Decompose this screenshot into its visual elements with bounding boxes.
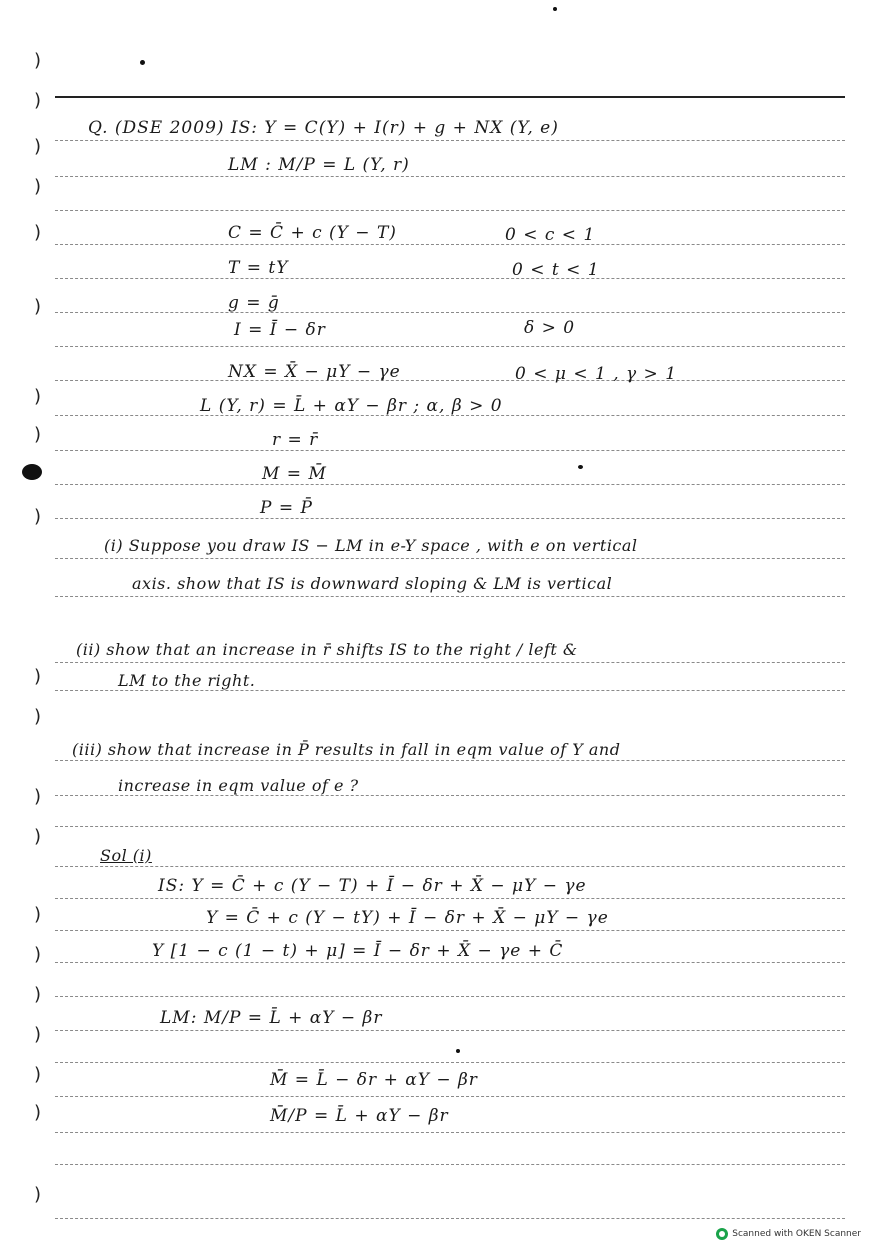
is-equation-step2: Y = C̄ + c (Y − tY) + Ī − δr + X̄ − μY − γe — [206, 908, 609, 928]
solution-heading: Sol (i) — [100, 846, 152, 865]
rule-line — [55, 826, 845, 827]
top-rule — [55, 96, 845, 98]
rule-line — [55, 996, 845, 997]
lm-equation-step3: M̄/P = L̄ + αY − βr — [270, 1106, 449, 1126]
interest-rate-equation: r = r̄ — [272, 430, 319, 450]
govt-equation: g = ḡ — [228, 293, 280, 313]
margin-mark: ) — [34, 506, 42, 527]
investment-equation: I = Ī − δr — [234, 320, 326, 340]
margin-mark: ) — [34, 1064, 42, 1085]
rule-line — [55, 760, 845, 761]
tax-equation: T = tY — [228, 258, 289, 278]
rule-line — [55, 558, 845, 559]
rule-line — [55, 244, 845, 245]
investment-condition: δ > 0 — [524, 318, 576, 338]
margin-mark: ) — [34, 136, 42, 157]
rule-line — [55, 1096, 845, 1097]
consumption-condition: 0 < c < 1 — [505, 225, 596, 245]
scanner-watermark — [716, 1228, 861, 1240]
question-iii-line1: (iii) show that increase in P̄ results in fall in eqm value of Y and — [72, 740, 621, 759]
rule-line — [55, 484, 845, 485]
rule-line — [55, 518, 845, 519]
margin-mark: ) — [34, 706, 42, 727]
rule-line — [55, 1164, 845, 1165]
margin-mark: ) — [34, 666, 42, 687]
tax-condition: 0 < t < 1 — [512, 260, 600, 280]
stray-dot — [140, 60, 145, 65]
rule-line — [55, 795, 845, 796]
margin-mark: ) — [34, 176, 42, 197]
rule-line — [55, 140, 845, 141]
money-supply-equation: M = M̄ — [262, 464, 327, 484]
question-ii-line2: LM to the right. — [118, 671, 256, 690]
margin-mark: ) — [34, 1024, 42, 1045]
rule-line — [55, 346, 845, 347]
rule-line — [55, 312, 845, 313]
margin-mark: ) — [34, 944, 42, 965]
lm-equation-step1: LM: M/P = L̄ + αY − βr — [160, 1008, 383, 1028]
margin-mark: ) — [34, 296, 42, 317]
rule-line — [55, 898, 845, 899]
oken-scanner-logo-icon — [716, 1228, 728, 1240]
margin-mark: ) — [34, 1184, 42, 1205]
question-i-line2: axis. show that IS is downward sloping & LM is vertical — [132, 574, 613, 593]
rule-line — [55, 962, 845, 963]
is-equation-step1: IS: Y = C̄ + c (Y − T) + Ī − δr + X̄ − μY − γe — [158, 876, 587, 896]
margin-mark: ) — [34, 786, 42, 807]
consumption-equation: C = C̄ + c (Y − T) — [228, 223, 397, 243]
rule-line — [55, 1132, 845, 1133]
margin-mark: ) — [34, 90, 42, 111]
net-exports-condition: 0 < μ < 1 , γ > 1 — [515, 364, 678, 384]
margin-mark: ) — [34, 826, 42, 847]
margin-mark: ) — [34, 424, 42, 445]
lm-equation-step2: M̄ = L̄ − δr + αY − βr — [270, 1070, 478, 1090]
rule-line — [55, 1030, 845, 1031]
net-exports-equation: NX = X̄ − μY − γe — [228, 362, 401, 382]
margin-mark: ) — [34, 1102, 42, 1123]
rule-line — [55, 866, 845, 867]
stray-dot — [578, 465, 583, 469]
rule-line — [55, 380, 845, 381]
question-ii-line1: (ii) show that an increase in r̄ shifts IS to the right / left & — [76, 640, 578, 659]
rule-line — [55, 210, 845, 211]
rule-line — [55, 690, 845, 691]
rule-line — [55, 596, 845, 597]
stray-dot — [553, 7, 557, 11]
is-equation-step3: Y [1 − c (1 − t) + μ] = Ī − δr + X̄ − γe + C̄ — [152, 941, 564, 961]
margin-mark: ) — [34, 984, 42, 1005]
binder-hole-mark — [22, 464, 42, 480]
question-i-line1: (i) Suppose you draw IS − LM in e-Y space , with e on vertical — [104, 536, 638, 555]
price-level-equation: P = P̄ — [260, 498, 313, 518]
lm-equation: LM : M/P = L (Y, r) — [228, 155, 410, 175]
rule-line — [55, 176, 845, 177]
rule-line — [55, 1062, 845, 1063]
scanner-watermark-text: Scanned with OKEN Scanner — [732, 1229, 861, 1239]
rule-line — [55, 1218, 845, 1219]
margin-mark: ) — [34, 386, 42, 407]
margin-mark: ) — [34, 904, 42, 925]
money-demand-equation: L (Y, r) = L̄ + αY − βr ; α, β > 0 — [200, 396, 503, 416]
stray-dot — [456, 1049, 460, 1053]
rule-line — [55, 450, 845, 451]
question-iii-line2: increase in eqm value of e ? — [118, 776, 359, 795]
rule-line — [55, 278, 845, 279]
margin-mark: ) — [34, 222, 42, 243]
margin-mark: ) — [34, 50, 42, 71]
rule-line — [55, 662, 845, 663]
question-title: Q. (DSE 2009) IS: Y = C(Y) + I(r) + g + NX (Y, e) — [88, 118, 559, 138]
rule-line — [55, 930, 845, 931]
